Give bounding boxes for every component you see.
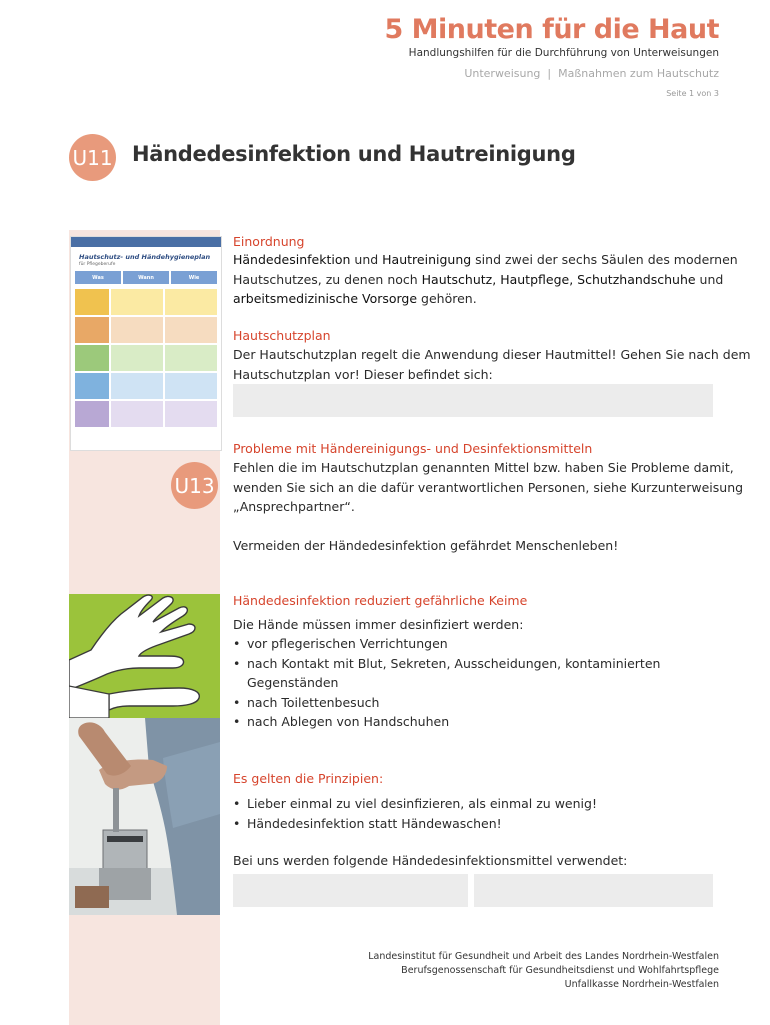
section-text-hautschutzplan: Der Hautschutzplan regelt die Anwendung dieser Hautmittel! Gehen Sie nach dem Hautschutzplan vor! Dieser befindet sich: — [233, 347, 751, 382]
page-title: 5 Minuten für die Haut — [384, 14, 719, 45]
thumbnail-column-header: Wann — [123, 271, 169, 284]
breadcrumb-item: Maßnahmen zum Hautschutz — [558, 67, 719, 80]
thumbnail-row — [75, 401, 217, 427]
location-fill-field[interactable] — [233, 384, 713, 417]
disinfectant-fill-field[interactable] — [474, 874, 713, 907]
thumbnail-row — [75, 345, 217, 371]
disinfectant-fill-field[interactable] — [233, 874, 468, 907]
disinfectant-label: Bei uns werden folgende Händedesinfektionsmittel verwendet: — [233, 853, 628, 868]
section-intro-keime: Die Hände müssen immer desinfiziert werden: — [233, 617, 524, 632]
hand-icon — [69, 594, 220, 718]
section-heading-probleme: Probleme mit Händereinigungs- und Desinfektionsmitteln — [233, 441, 593, 456]
hygiene-plan-thumbnail — [70, 236, 222, 451]
thumbnail-row — [75, 373, 217, 399]
section-heading-prinzipien: Es gelten die Prinzipien: — [233, 771, 384, 786]
list-item: • nach Ablegen von Handschuhen — [233, 712, 660, 732]
list-item: • Händedesinfektion statt Händewaschen! — [233, 814, 597, 834]
footer-line: Berufsgenossenschaft für Gesundheitsdienst und Wohlfahrtspflege — [401, 965, 719, 976]
list-item: • nach Kontakt mit Blut, Sekreten, Ausscheidungen, kontaminierten Gegenständen — [233, 654, 660, 693]
page-number: Seite 1 von 3 — [666, 89, 719, 98]
document-title: Händedesinfektion und Hautreinigung — [132, 142, 576, 166]
breadcrumb-separator: | — [547, 67, 552, 80]
thumbnail-column-headers — [71, 268, 221, 287]
section-heading-keime: Händedesinfektion reduziert gefährliche Keime — [233, 593, 528, 608]
footer-line: Unfallkasse Nordrhein-Westfalen — [564, 979, 719, 990]
thumbnail-column-header: Was — [75, 271, 121, 284]
thumbnail-row — [75, 317, 217, 343]
thumbnail-title: Hautschutz- und Händehygieneplan — [79, 253, 211, 261]
thumbnail-subtitle: für Pflegeberufe — [79, 262, 116, 267]
section-heading-hautschutzplan: Hautschutzplan — [233, 328, 331, 343]
list-item: • vor pflegerischen Verrichtungen — [233, 634, 660, 654]
disinfection-occasions-list — [233, 634, 660, 732]
dispenser-icon — [69, 718, 220, 915]
list-item: • nach Toilettenbesuch — [233, 693, 660, 713]
thumbnail-header-bar — [71, 237, 221, 247]
disinfectant-dispenser-image — [69, 718, 220, 915]
footer-line: Landesinstitut für Gesundheit und Arbeit des Landes Nordrhein-Westfalen — [368, 951, 719, 962]
warning-text: Vermeiden der Händedesinfektion gefährdet Menschenleben! — [233, 538, 619, 553]
section-text-einordnung: Händedesinfektion und Hautreinigung sind zwei der sechs Säulen des modernen Hautschutzes, zu denen noch Hautschutz, Hautpflege, Schutzhandschuhe und arbeitsmedizinische Vorsorge gehören. — [233, 252, 738, 306]
footer-institutions — [368, 950, 719, 992]
thumbnail-row — [75, 289, 217, 315]
thumbnail-column-header: Wie — [171, 271, 217, 284]
breadcrumb-item: Unterweisung — [464, 67, 541, 80]
section-text-probleme: Fehlen die im Hautschutzplan genannten Mittel bzw. haben Sie Probleme damit, wenden Sie sich an die dafür verantwortlichen Personen, siehe Kurzunterweisung „Ansprechpartner“. — [233, 460, 744, 514]
unit-badge-u13: U13 — [171, 462, 218, 509]
unit-badge-u11: U11 — [69, 134, 116, 181]
principles-list — [233, 794, 597, 833]
list-item: • Lieber einmal zu viel desinfizieren, als einmal zu wenig! — [233, 794, 597, 814]
breadcrumb — [464, 67, 719, 80]
hand-disinfection-image — [69, 594, 220, 718]
section-heading-einordnung: Einordnung — [233, 234, 305, 249]
page-subtitle: Handlungshilfen für die Durchführung von Unterweisungen — [408, 47, 719, 59]
